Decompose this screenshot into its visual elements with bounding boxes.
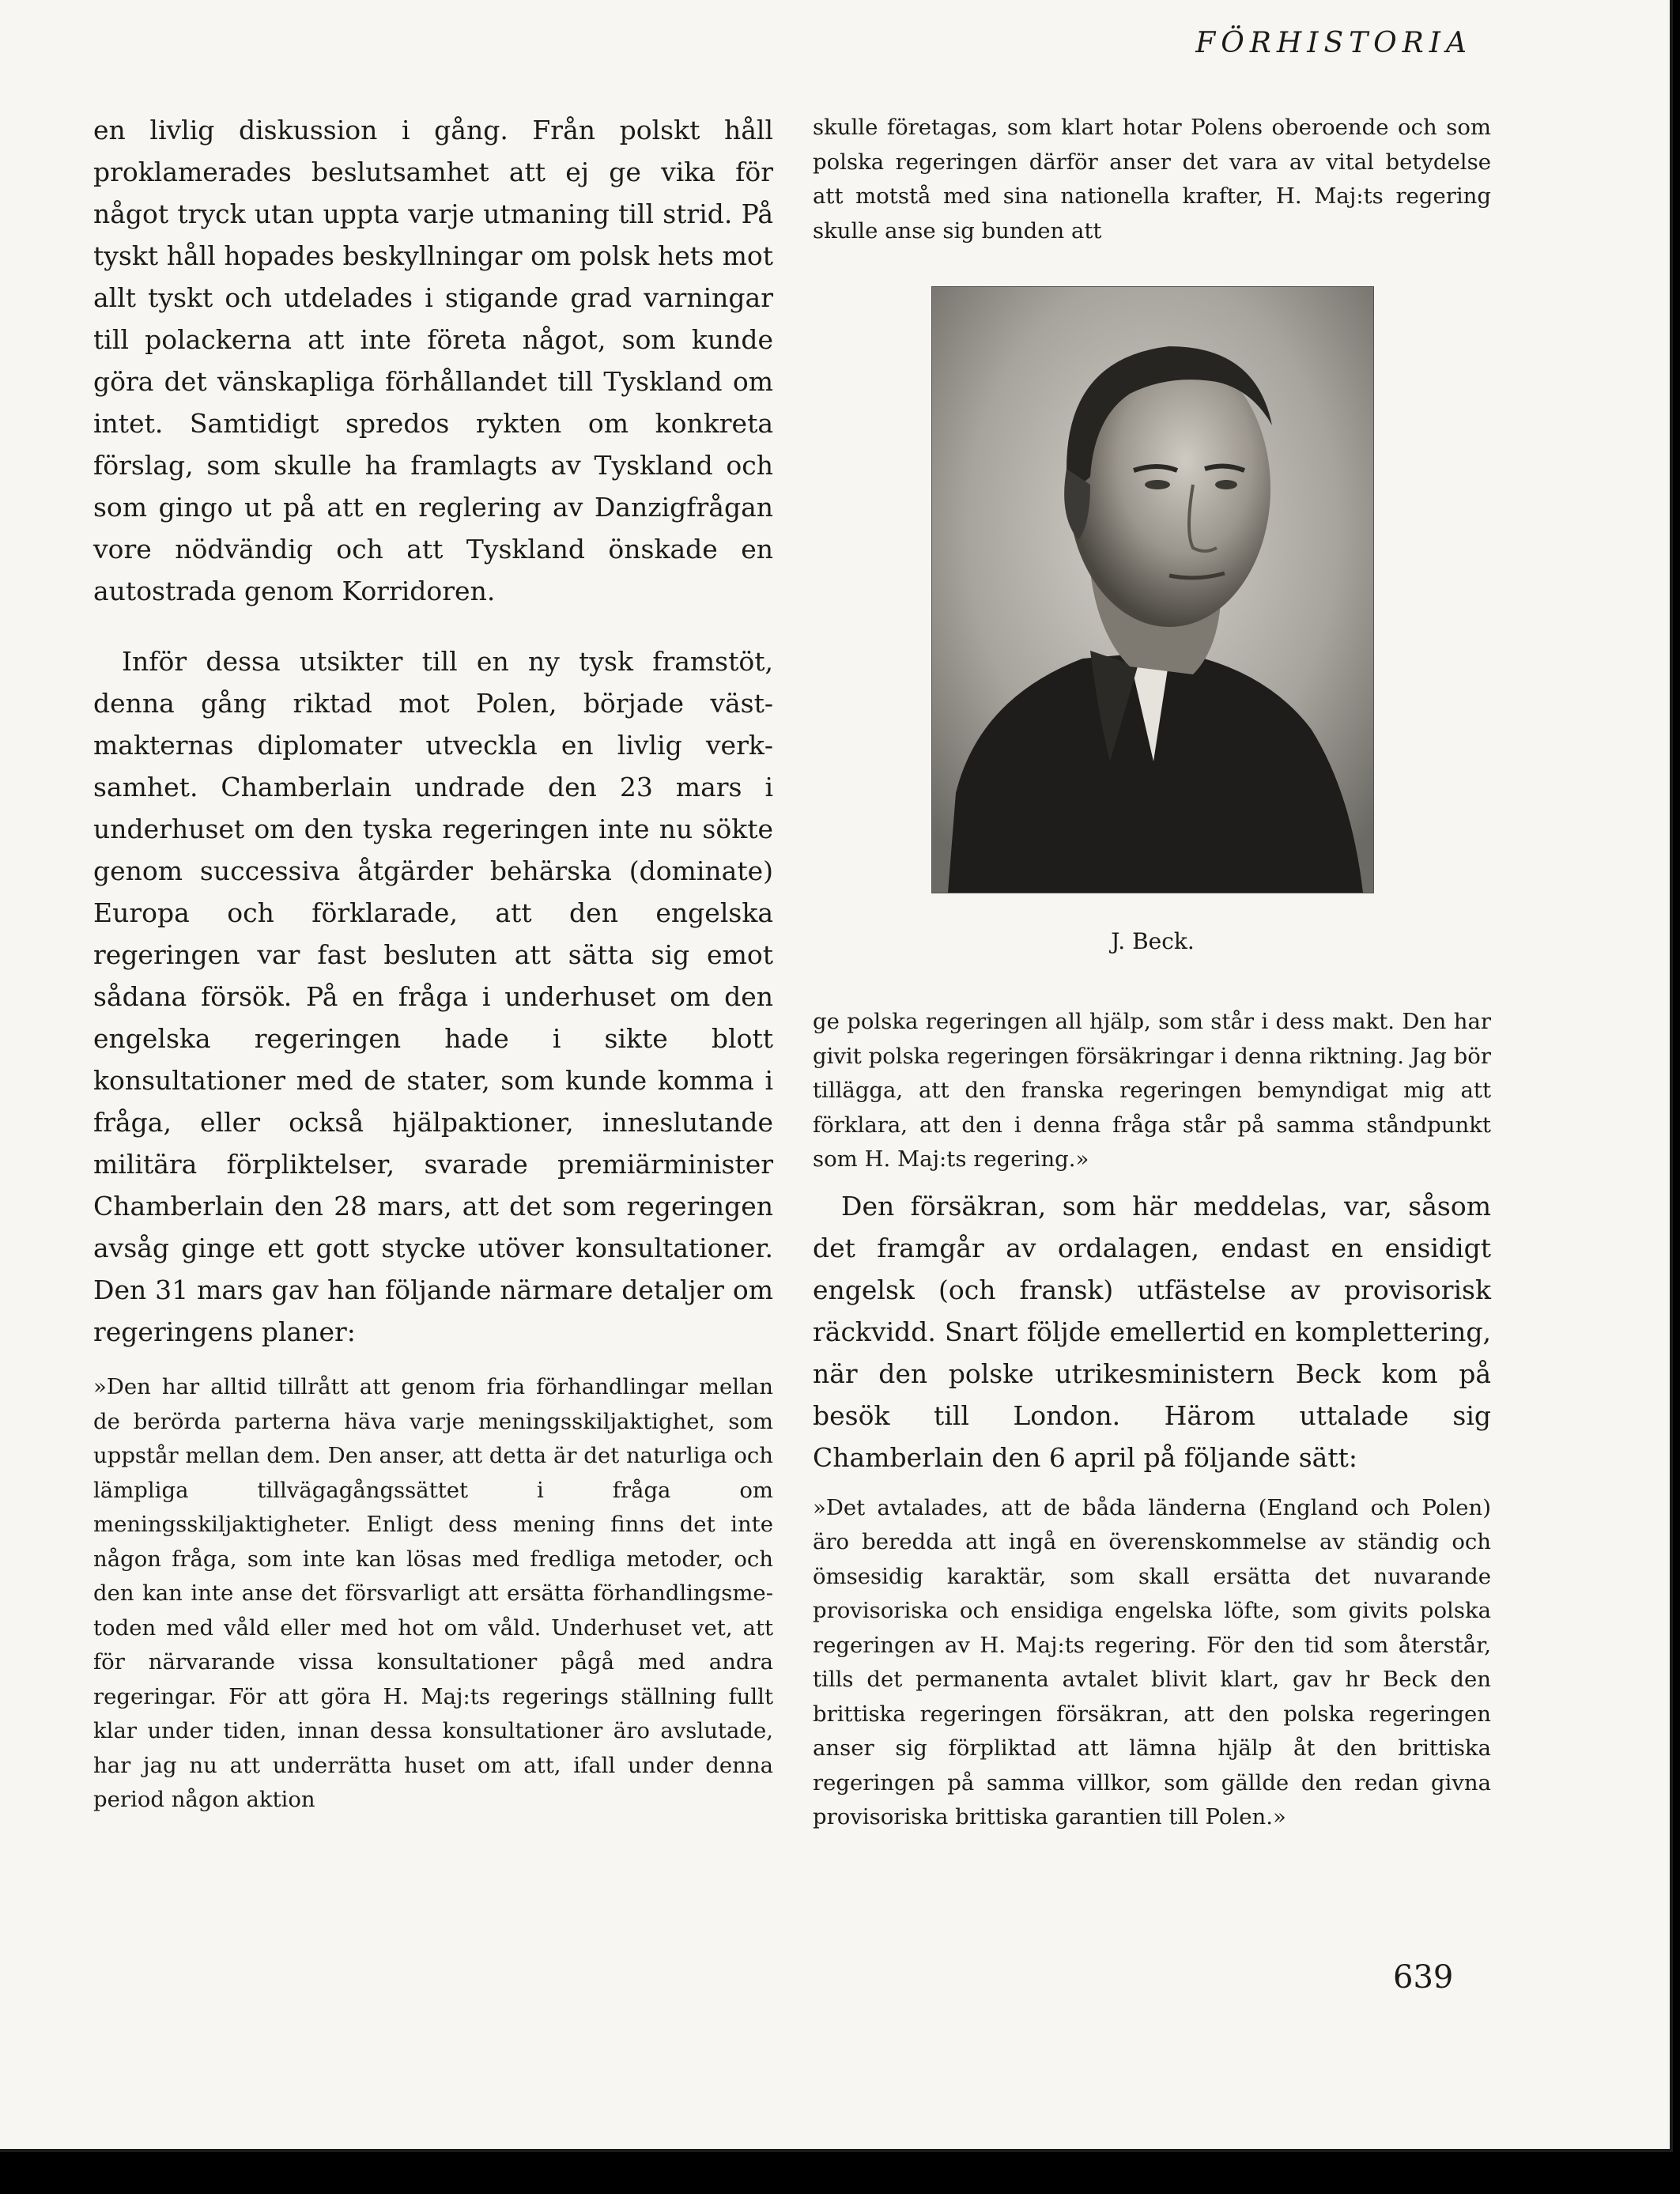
block-quote: »Den har alltid tillrått att genom fria förhandlingar mellan de berörda parterna häva varje meningsskiljaktighet, som uppstår mellan dem. Den anser, att detta är det naturliga och lämpliga tillvägagångssättet i fråga om meningsskiljaktigheter. Enligt dess mening finns det inte någon fråga, som inte kan lösas med fredliga metoder, och den kan inte anse det försvarligt att ersätta förhandlingsmetoden med våld eller med hot om våld. Underhuset vet, att för närvarande vissa konsultationer pågå med andra regeringar. För att göra H. Maj:ts regerings ställning fullt klar under tiden, innan dessa konsultationer äro avslutade, har jag nu att underrätta huset om att, ifall under denna period någon aktion [93,1374,773,1812]
portrait-figure [931,286,1374,954]
running-head: FÖRHISTORIA [1195,27,1472,59]
left-column [93,109,773,1818]
body-paragraph: Inför dessa utsikter till en ny tysk framstöt, denna gång riktad mot Polen, började västmakternas diplomater utveckla en livlig verksamhet. Chamberlain undrade den 23 mars i underhuset om den tyska regeringen inte nu sökte genom successiva åtgärder behärska (dominate) Europa och förklarade, att den engelska regeringen var fast besluten att sätta sig emot sådana försök. På en fråga i underhuset om den engelska regeringen hade i sikte blott konsultationer med de stater, som kunde komma i fråga, eller också hjälpaktioner, inneslutande militära förpliktelser, svarade premiärminister Chamberlain den 28 mars, att det som regeringen avsåg ginge ett gott stycke utöver konsultationer. Den 31 mars gav han följande närmare detaljer om regeringens planer: [93,646,773,1347]
page-number: 639 [1393,1959,1454,1996]
figure-caption: J. Beck. [1111,928,1195,954]
portrait-photo [931,286,1374,893]
right-column [813,111,1491,1835]
body-paragraph: Den försäkran, som här meddelas, var, såsom det framgår av ordalagen, endast en ensidigt engelsk (och fransk) utfästelse av provisorisk räckvidd. Snart följde emellertid en komplettering, när den polske utrikesministern Beck kom på besök till London. Härom uttalade sig Chamberlain den 6 april på följande sätt: [813,1190,1491,1473]
block-quote-continued: skulle företagas, som klart hotar Polens oberoende och som polska regeringen därför anser det vara av vital betydelse att motstå med sina nationella krafter, H. Maj:ts regering skulle anse sig bunden att [813,115,1491,244]
body-paragraph: en livlig diskussion i gång. Från polskt håll proklamerades beslutsamhet att ej ge vika för något tryck utan uppta varje utmaning till strid. På tyskt håll hopades beskyllningar om polsk hets mot allt tyskt och utdelades i stigande grad varningar till polackerna att inte företa något, som kunde göra det vänskapliga förhållandet till Tyskland om intet. Samtidigt spredos rykten om konkreta förslag, som skulle ha framlagts av Tyskland och som gingo ut på att en reglering av Danzigfrågan vore nödvändig och att Tyskland önskade en autostrada genom Korridoren. [93,115,773,606]
block-quote: »Det avtalades, att de båda länderna (England och Polen) äro beredda att ingå en överenskommelse av ständig och ömsesidig karaktär, som skall ersätta det nuvarande provisoriska och ensidiga engelska löfte, som givits polska regeringen av H. Maj:ts regering. För den tid som återstår, tills det permanenta avtalet blivit klart, gav hr Beck den brittiska regeringen försäkran, att den polska regeringen anser sig förpliktad att lämna hjälp åt den brittiska regeringen på samma villkor, som gällde den redan givna provisoriska brittiska garantien till Polen.» [813,1494,1491,1830]
block-quote-continued: ge polska regeringen all hjälp, som står i dess makt. Den har givit polska regeringen försäkringar i denna riktning. Jag bör tillägga, att den franska regeringen bemyndigat mig att förklara, att den i denna fråga står på samma ståndpunkt som H. Maj:ts regering.» [813,1009,1491,1172]
